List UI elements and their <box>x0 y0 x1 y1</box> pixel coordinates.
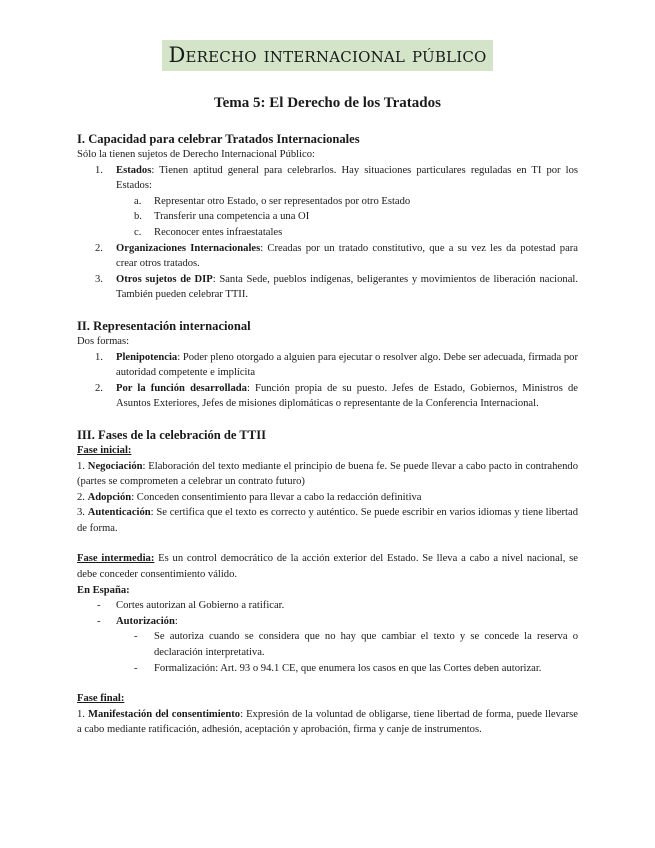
inicial-item-1: 1. Negociación: Elaboración del texto mediante el principio de buena fe. Se puede llevar a cabo pacto in contrahendo (partes se comprometen a celebrar un contrato futuro) <box>77 460 579 488</box>
list-item: 2. Organizaciones Internacionales: Creadas por un tratado constitutivo, que a su vez les da potestad para crear otros tratados. <box>95 242 578 270</box>
list-item: b. Transferir una competencia a una OI <box>134 211 310 223</box>
list-item: 2. Por la función desarrollada: Función propia de su puesto. Jefes de Estado, Gobiernos, Ministros de Asuntos Exteriores, Jefes de misiones diplomáticas o representante de la Conferencia Internacional. <box>95 382 578 410</box>
list-item: - Autorización: - Se autoriza cuando se considera que no hay que cambiar el texto y se concede la reserva o declaración interpretativa. - Formalización: Art. 93 o 94.1 CE, que enumera los casos en que las Cortes deben autorizar. <box>77 614 578 676</box>
inicial-item-3: 3. Autenticación: Se certifica que el texto es correcto y auténtico. Se puede escribir en varios idiomas y tiene libertad de forma. <box>77 507 578 534</box>
section-2-intro: Dos formas: <box>77 335 130 347</box>
list-item: 1. Estados: Tienen aptitud general para celebrarlos. Hay situaciones particulares reguladas en TI por los Estados: a. Representar otro Estado, o ser representados por otro Estado b. Transferir una competencia a una OI c. Reconocer entes infraestatales <box>77 163 578 241</box>
list-item: c. Reconocer entes infraestatales <box>134 226 283 238</box>
espana-list <box>77 598 578 676</box>
list-item: - Se autoriza cuando se considera que no hay que cambiar el texto y se concede la reserva o declaración interpretativa. <box>134 631 578 659</box>
document-title: Derecho internacional público <box>162 40 492 71</box>
spacer <box>77 303 578 318</box>
section-1-list <box>77 163 578 303</box>
list-item: - Formalización: Art. 93 o 94.1 CE, que enumera los casos en que las Cortes deben autorizar. <box>134 662 542 674</box>
fase-final-label: Fase final: <box>77 693 125 705</box>
section-1-intro: Sólo la tienen sujetos de Derecho Internacional Público: <box>77 149 315 160</box>
fase-intermedia-paragraph: Fase intermedia: Es un control democrático de la acción exterior del Estado. Se lleva a cabo a nivel nacional, se debe conceder consentimiento válido. <box>77 553 578 581</box>
spacer <box>77 676 578 691</box>
final-item-1: 1. Manifestación del consentimiento: Expresión de la voluntad de obligarse, tiene libertad de forma, puede llevarse a cabo mediante ratificación, adhesión, aceptación y aprobación, firma y canje de instrumentos. <box>77 708 578 736</box>
section-3-heading: III. Fases de la celebración de TTII <box>77 427 267 442</box>
spacer <box>77 536 578 551</box>
inicial-item-2: 2. Adopción: Conceden consentimiento para llevar a cabo la redacción definitiva <box>77 491 422 503</box>
title-area <box>0 40 655 71</box>
section-2-list <box>77 350 578 412</box>
list-item: a. Representar otro Estado, o ser representados por otro Estado <box>134 195 411 207</box>
spacer <box>77 412 578 427</box>
estados-sublist <box>77 194 578 241</box>
list-item: - Cortes autorizan al Gobierno a ratificar. <box>97 600 285 612</box>
list-item: 1. Plenipotencia: Poder pleno otorgado a alguien para ejecutar o resolver algo. Debe ser adecuada, firmada por autoridad competente e implícita <box>95 351 578 379</box>
en-espana-label: En España: <box>77 584 130 596</box>
content-body <box>77 131 578 738</box>
section-2-heading: II. Representación internacional <box>77 318 251 333</box>
autorizacion-sublist <box>77 629 578 676</box>
section-1-heading: I. Capacidad para celebrar Tratados Internacionales <box>77 132 360 146</box>
list-item: 3. Otros sujetos de DIP: Santa Sede, pueblos indígenas, beligerantes y movimientos de liberación nacional. También pueden celebrar TTII. <box>95 273 578 301</box>
fase-inicial-label: Fase inicial: <box>77 444 132 456</box>
topic-heading: Tema 5: El Derecho de los Tratados <box>214 95 441 111</box>
fase-intermedia-label: Fase intermedia: <box>77 553 155 565</box>
